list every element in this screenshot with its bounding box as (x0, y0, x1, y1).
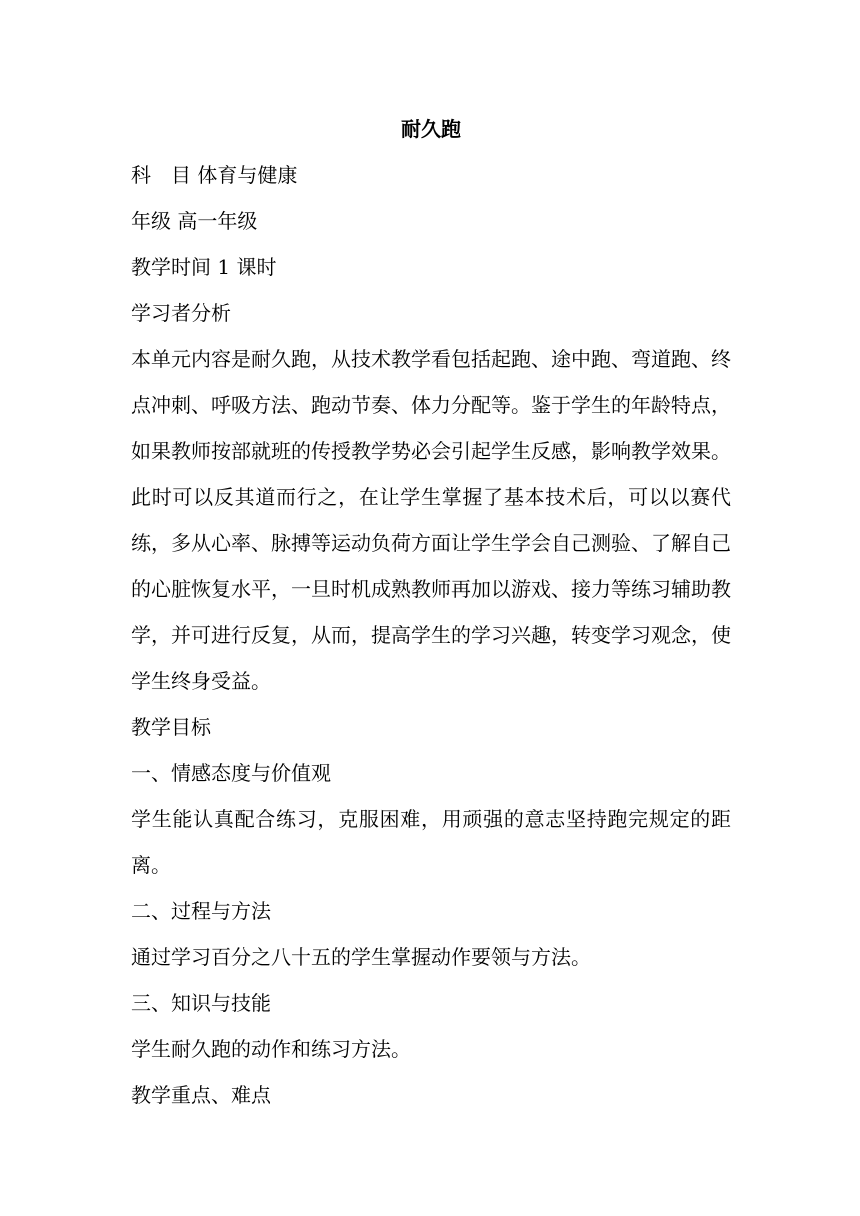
document-title: 耐久跑 (401, 117, 461, 141)
objective-2-heading: 二、过程与方法 (131, 899, 271, 923)
subject-line (131, 152, 731, 198)
time-label: 教学时间 (131, 255, 211, 279)
grade-line (131, 198, 731, 244)
learner-heading: 学习者分析 (131, 301, 231, 325)
time-value: 1 课时 (217, 255, 277, 279)
grade-value: 高一年级 (177, 209, 258, 233)
objectives-heading: 教学目标 (131, 715, 211, 739)
focus-heading: 教学重点、难点 (131, 1083, 271, 1107)
objective-3-heading: 三、知识与技能 (131, 991, 271, 1015)
objective-1-paragraph: 学生能认真配合练习，克服困难，用顽强的意志坚持跑完规定的距离。 (131, 807, 731, 877)
time-line (131, 244, 731, 290)
subject-value: 体育与健康 (197, 163, 298, 187)
objective-2-paragraph: 通过学习百分之八十五的学生掌握动作要领与方法。 (131, 945, 591, 969)
learner-paragraph: 本单元内容是耐久跑，从技术教学看包括起跑、途中跑、弯道跑、终点冲刺、呼吸方法、跑动节奏、体力分配等。鉴于学生的年龄特点，如果教师按部就班的传授教学势必会引起学生反感，影响教学效果。此时可以反其道而行之，在让学生掌握了基本技术后，可以以赛代练，多从心率、脉搏等运动负荷方面让学生学会自己测验、了解自己的心脏恢复水平，一旦时机成熟教师再加以游戏、接力等练习辅助教学，并可进行反复，从而，提高学生的学习兴趣，转变学习观念，使学生终身受益。 (131, 347, 731, 693)
subject-label: 科 目 (131, 163, 191, 187)
grade-label: 年级 (131, 209, 171, 233)
objective-3-paragraph: 学生耐久跑的动作和练习方法。 (131, 1037, 411, 1061)
document-body (131, 108, 731, 1118)
objective-1-heading: 一、情感态度与价值观 (131, 761, 331, 785)
